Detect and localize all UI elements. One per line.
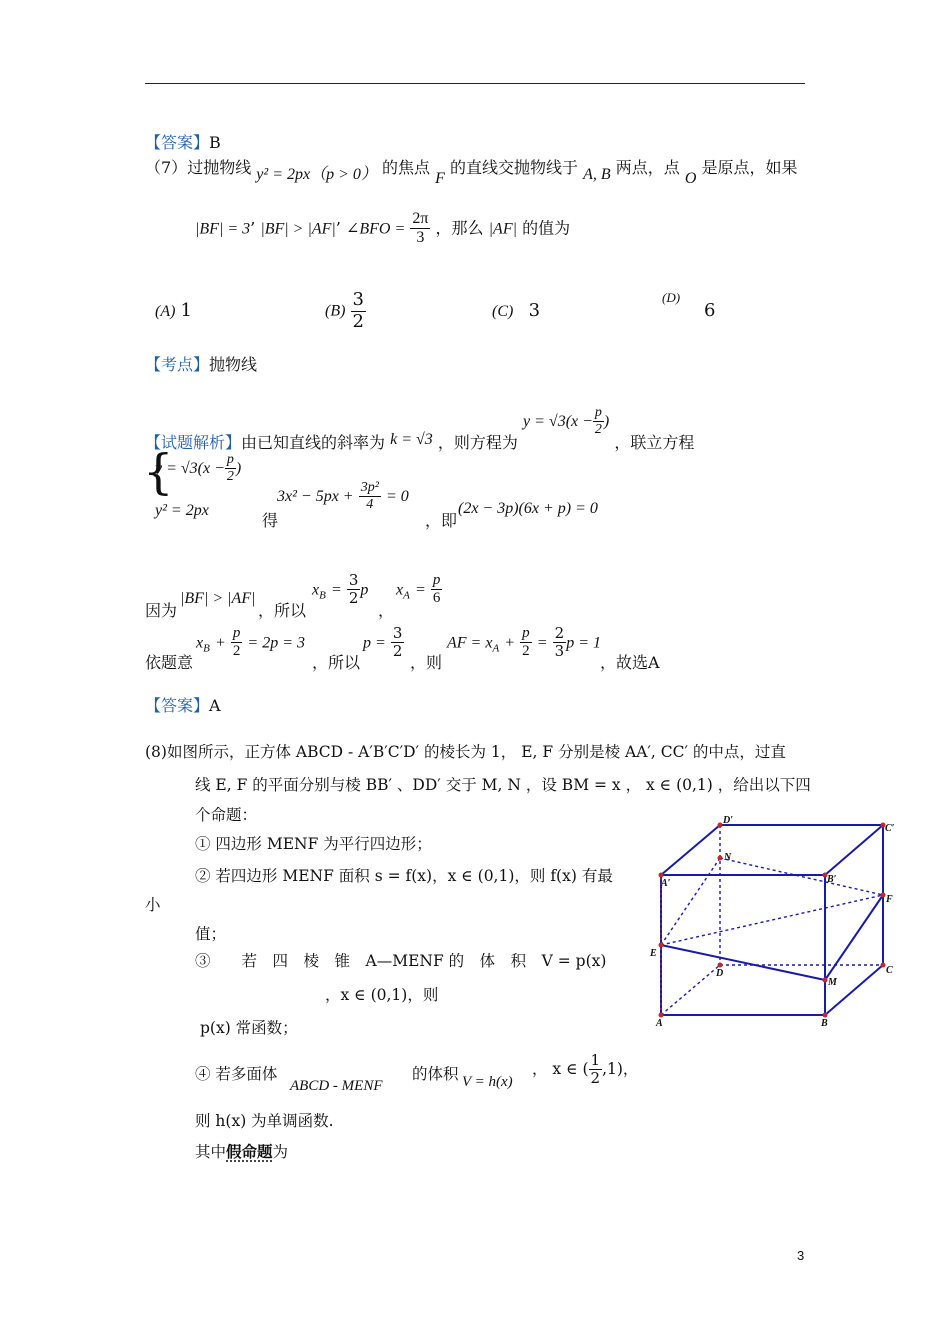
ineq-BF-AF: |BF| > |AF| bbox=[180, 590, 256, 607]
q8-prop4a: ④ 若多面体 bbox=[195, 1065, 278, 1083]
q8-prop3c: p(x) 常函数； bbox=[200, 1019, 298, 1037]
label-C: C bbox=[886, 965, 893, 976]
option-d-value: 6 bbox=[704, 300, 716, 321]
edge-BC bbox=[825, 965, 883, 1015]
q6-answer bbox=[145, 130, 221, 153]
q8-line3: 个命题： bbox=[195, 806, 258, 824]
jiexi-line: 【试题解析】由已知直线的斜率为 k = √3 ，则方程为 y = √3(x − $\frac{p}{2}$ ) ，联立方程 bbox=[145, 405, 695, 453]
label-N: N bbox=[724, 852, 732, 863]
header-rule bbox=[145, 83, 805, 84]
fraction-2pi-3: $\frac{2\pi}{3}$ bbox=[412, 210, 429, 247]
q8-prop4e: ， x ∈ ( $\frac{1}{2}$ ,1)， bbox=[532, 1051, 639, 1088]
edge-B1C1 bbox=[825, 825, 883, 875]
hidden-AD bbox=[661, 965, 720, 1015]
system-brace: { bbox=[143, 444, 174, 500]
q8-line2: 线 E, F 的平面分别与棱 BB′ 、DD′ 交于 M, N ，设 BM = x ， x ∈ (0,1) ，给出以下四 bbox=[195, 776, 811, 794]
q8-prop4c: 的体积 bbox=[412, 1065, 459, 1083]
option-b: (B) $\frac{3}{2}$ bbox=[325, 289, 364, 332]
q7-line1: （7）过抛物线 y² = 2px（p > 0） 的焦点 F 的直线交抛物线于 A, B 两点，点 O 是原点，如果 bbox=[145, 158, 798, 187]
label-D1: D′ bbox=[723, 815, 734, 826]
option-c: (C) 3 bbox=[492, 300, 541, 321]
option-d-label: (D) bbox=[662, 290, 681, 305]
ji-text: ，即 bbox=[425, 511, 458, 530]
cube-figure bbox=[640, 810, 910, 1035]
quadratic: 3x² − 5px + $\frac{\text{3p²}}{4}$ = 0 bbox=[277, 480, 409, 513]
label-F: F bbox=[886, 894, 893, 905]
answer-tag: 【答案】 bbox=[145, 133, 210, 152]
q7-answer: 【答案】A bbox=[145, 696, 221, 715]
label-D: D bbox=[716, 968, 724, 979]
q8-prop4b: ABCD - MENF bbox=[290, 1078, 383, 1094]
yitiyi-text: 依题意 bbox=[145, 653, 194, 672]
hidden-NF bbox=[720, 858, 883, 895]
q8-line1: (8)如图所示，正方体 ABCD - A′B′C′D′ 的棱长为 1， E, F 分别是棱 AA′, CC′ 的中点，过直 bbox=[145, 743, 786, 761]
label-B: B bbox=[821, 1018, 828, 1029]
page-number: 3 bbox=[797, 1248, 805, 1263]
label-E: E bbox=[650, 948, 657, 959]
q8-prop1: ① 四边形 MENF 为平行四边形； bbox=[195, 835, 432, 853]
edge-EM bbox=[661, 945, 825, 980]
q8-prop2-c: 值； bbox=[195, 925, 227, 943]
q8-prop4d: V = h(x) bbox=[462, 1074, 513, 1090]
xA-value: $x_A$ = $\frac{p}{6}$ bbox=[396, 572, 441, 607]
factored-eq: (2x − 3p)(6x + p) = 0 bbox=[458, 500, 598, 517]
hidden-EF bbox=[661, 895, 883, 945]
q7-line2: |BF| = 3’ |BF| > |AF|’ ∠BFO = $\frac{2\pi}{3}$ ，那么 |AF| 的值为 bbox=[195, 210, 571, 247]
edge-A1D1 bbox=[661, 825, 720, 875]
q8-prop4g: 则 h(x) 为单调函数. bbox=[195, 1112, 334, 1130]
option-a: (A) 1 bbox=[155, 300, 192, 321]
sum-eq: $x_B$ + $\frac{p}{2}$ = 2p = 3 bbox=[196, 625, 306, 660]
system-eq1: y = √3(x − $\frac{p}{2}$ ) bbox=[155, 452, 242, 485]
q8-prop3a: ③ 若 四 棱 锥 A—MENF 的 体 积 V = p(x) bbox=[195, 952, 607, 970]
system-eq2: y² = 2px bbox=[155, 502, 209, 519]
answer-value: B bbox=[209, 133, 221, 152]
yinwei-text: 因为 bbox=[145, 601, 178, 620]
edge-MF bbox=[825, 895, 883, 980]
suoyi-text: ，所以 bbox=[258, 601, 307, 620]
af-value: AF = $x_A$ + $\frac{p}{2}$ = $\frac{2}{3}$ p = 1 bbox=[447, 624, 601, 661]
q8-prop3b: ，x ∈ (0,1)，则 bbox=[325, 986, 439, 1004]
label-A1: A′ bbox=[661, 878, 671, 889]
de-text: 得 bbox=[262, 511, 279, 530]
p-value: p = $\frac{3}{2}$ bbox=[363, 624, 403, 661]
q8-prop2-b: 小 bbox=[145, 896, 161, 914]
hidden-EN bbox=[661, 858, 720, 945]
parabola-equation: y² = 2px（p > 0） bbox=[256, 166, 377, 183]
kaodian: 【考点】抛物线 bbox=[145, 355, 258, 374]
label-M: M bbox=[828, 977, 837, 988]
label-C1: C′ bbox=[885, 823, 895, 834]
q8-last: 其中假命题为 bbox=[195, 1142, 289, 1161]
xB-value: $x_B$ = $\frac{3}{2}$ p bbox=[312, 571, 369, 608]
label-A: A bbox=[656, 1018, 663, 1029]
label-B1: B′ bbox=[827, 874, 837, 885]
q8-prop2: ② 若四边形 MENF 面积 s = f(x)，x ∈ (0,1)，则 f(x) 有最 bbox=[195, 867, 613, 885]
